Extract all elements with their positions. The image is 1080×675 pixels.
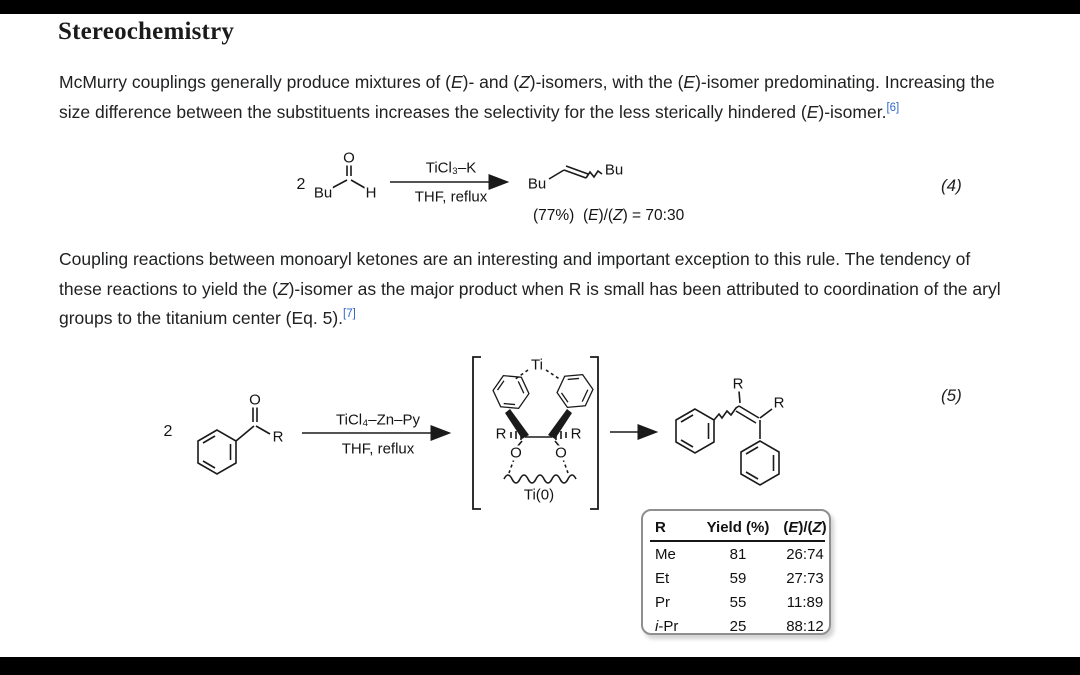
yield-selectivity-table — [641, 509, 831, 635]
reagent-label: TiCl₄–Zn–Py — [336, 411, 420, 429]
equation-5-figure — [150, 345, 820, 525]
text-segment: Z — [613, 207, 623, 224]
cell-ez: 88:12 — [786, 617, 824, 635]
r-group-label: R — [570, 425, 582, 443]
equation-number-5: (5) — [941, 386, 962, 405]
cell-r — [653, 594, 699, 611]
text-segment: Et — [655, 569, 670, 587]
header-r — [653, 519, 699, 536]
bold-wedge-bond — [548, 409, 572, 439]
right-bracket — [590, 357, 598, 509]
benzene-ring — [741, 441, 779, 485]
paragraph-stereochemistry-intro — [59, 68, 1011, 127]
cell-r — [653, 618, 699, 635]
text-segment: )/( — [598, 207, 614, 224]
table-header-row — [643, 511, 829, 540]
table-row — [643, 566, 829, 590]
text-segment: Me — [655, 545, 676, 563]
table-row — [643, 614, 829, 638]
ti-coordination-dash — [514, 370, 528, 380]
cell-ez: 27:73 — [786, 569, 824, 587]
header-yield — [699, 519, 777, 536]
cell-yield: 25 — [729, 617, 747, 635]
text-segment: McMurry couplings generally produce mixtures of ( — [59, 72, 451, 92]
alkene-double-bond — [739, 406, 759, 418]
oxygen-label: O — [249, 391, 261, 409]
reagent-label: TiCl₃–K — [425, 159, 477, 177]
cell-yield: 55 — [729, 593, 747, 611]
ti-surface-squiggle — [504, 475, 576, 483]
butyl-label: Bu — [604, 161, 624, 179]
benzene-ring — [553, 368, 596, 414]
text-segment: Z — [519, 72, 530, 92]
hydrogen-label: H — [365, 184, 377, 202]
paragraph-monoaryl-exception — [59, 245, 1011, 334]
header-ez-ratio — [777, 519, 833, 536]
benzene-ring — [676, 409, 714, 453]
text-segment: ( — [783, 518, 789, 536]
cell-yield: 59 — [729, 569, 747, 587]
squiggle-bond — [586, 171, 602, 178]
oxygen-label: O — [510, 444, 522, 462]
yield-and-ratio-text — [533, 207, 684, 225]
table-row — [643, 590, 829, 614]
bold-wedge-bond — [505, 409, 529, 439]
stoichiometry-coefficient: 2 — [296, 176, 306, 193]
bottom-letterbox-bar — [0, 657, 1080, 675]
text-segment: )- and ( — [462, 72, 520, 92]
r-group-label: R — [732, 375, 744, 393]
text-segment: Pr — [655, 593, 670, 611]
text-segment: ) — [821, 518, 827, 536]
text-segment: E — [806, 101, 819, 122]
top-letterbox-bar — [0, 0, 1080, 14]
titanium-label: Ti — [531, 356, 543, 374]
r-group-label: R — [495, 425, 507, 443]
solvent-label: THF, reflux — [414, 188, 488, 206]
alkene-double-bond — [564, 170, 586, 178]
r-group-label: R — [773, 394, 785, 412]
bond — [351, 180, 365, 188]
text-segment: E — [588, 207, 599, 224]
oxygen-label: O — [555, 444, 567, 462]
solvent-label: THF, reflux — [341, 440, 415, 458]
text-segment: Z — [277, 278, 289, 299]
oxygen-label: O — [343, 149, 355, 167]
text-segment: )-isomers, with the ( — [529, 72, 684, 92]
text-segment: )-isomer predominating. Increasing the size difference between the substituents increases the selectivity for the less sterically hindered ( — [59, 72, 995, 122]
text-segment: Coupling reactions between monoaryl ketones are an interesting and important exception to this rule. The tendency of these reactions to yield the ( — [59, 249, 971, 299]
titanium-zero-label: Ti(0) — [523, 486, 555, 504]
text-segment: )-isomer. — [818, 101, 887, 122]
text-segment: -Pr — [658, 617, 679, 635]
cell-ez: 26:74 — [786, 545, 824, 563]
text-segment: (77%) ( — [533, 207, 589, 224]
text-segment: Z — [812, 518, 822, 536]
benzene-ring — [198, 430, 236, 474]
text-segment: Yield (%) — [706, 518, 770, 536]
cell-r — [653, 546, 699, 563]
text-segment: )/( — [798, 518, 813, 536]
equation-4-figure — [285, 145, 705, 245]
left-bracket — [473, 357, 481, 509]
alkene-double-bond — [736, 411, 756, 423]
text-segment: )-isomer as the major product when R is small has been attributed to coordination of the aryl groups to the titanium center (Eq. 5). — [59, 278, 1001, 328]
text-segment: E — [683, 72, 696, 92]
bond — [549, 170, 564, 179]
table-row — [643, 542, 829, 566]
equation-5-structure-drawing — [150, 345, 820, 525]
cell-r — [653, 570, 699, 587]
text-segment: i — [655, 617, 659, 635]
text-segment: R — [655, 518, 666, 536]
reference-link[interactable]: [7] — [343, 308, 356, 321]
butyl-label: Bu — [313, 184, 333, 202]
cell-yield: 81 — [729, 545, 747, 563]
reference-link[interactable]: [6] — [886, 101, 900, 114]
section-title: Stereochemistry — [58, 18, 235, 45]
ti-coordination-dash — [546, 370, 561, 380]
alkene-double-bond — [566, 166, 588, 174]
r-group-label: R — [272, 428, 284, 446]
benzene-ring — [489, 369, 532, 415]
stoichiometry-coefficient: 2 — [163, 423, 173, 440]
butyl-label: Bu — [527, 175, 547, 193]
equation-number-4: (4) — [941, 176, 962, 195]
bond — [332, 180, 347, 188]
text-segment: ) = 70:30 — [622, 207, 685, 224]
squiggle-bond — [714, 406, 739, 420]
text-segment: E — [450, 72, 463, 92]
text-segment: E — [788, 518, 799, 536]
cell-ez: 11:89 — [786, 593, 824, 611]
article-content — [0, 14, 1080, 657]
